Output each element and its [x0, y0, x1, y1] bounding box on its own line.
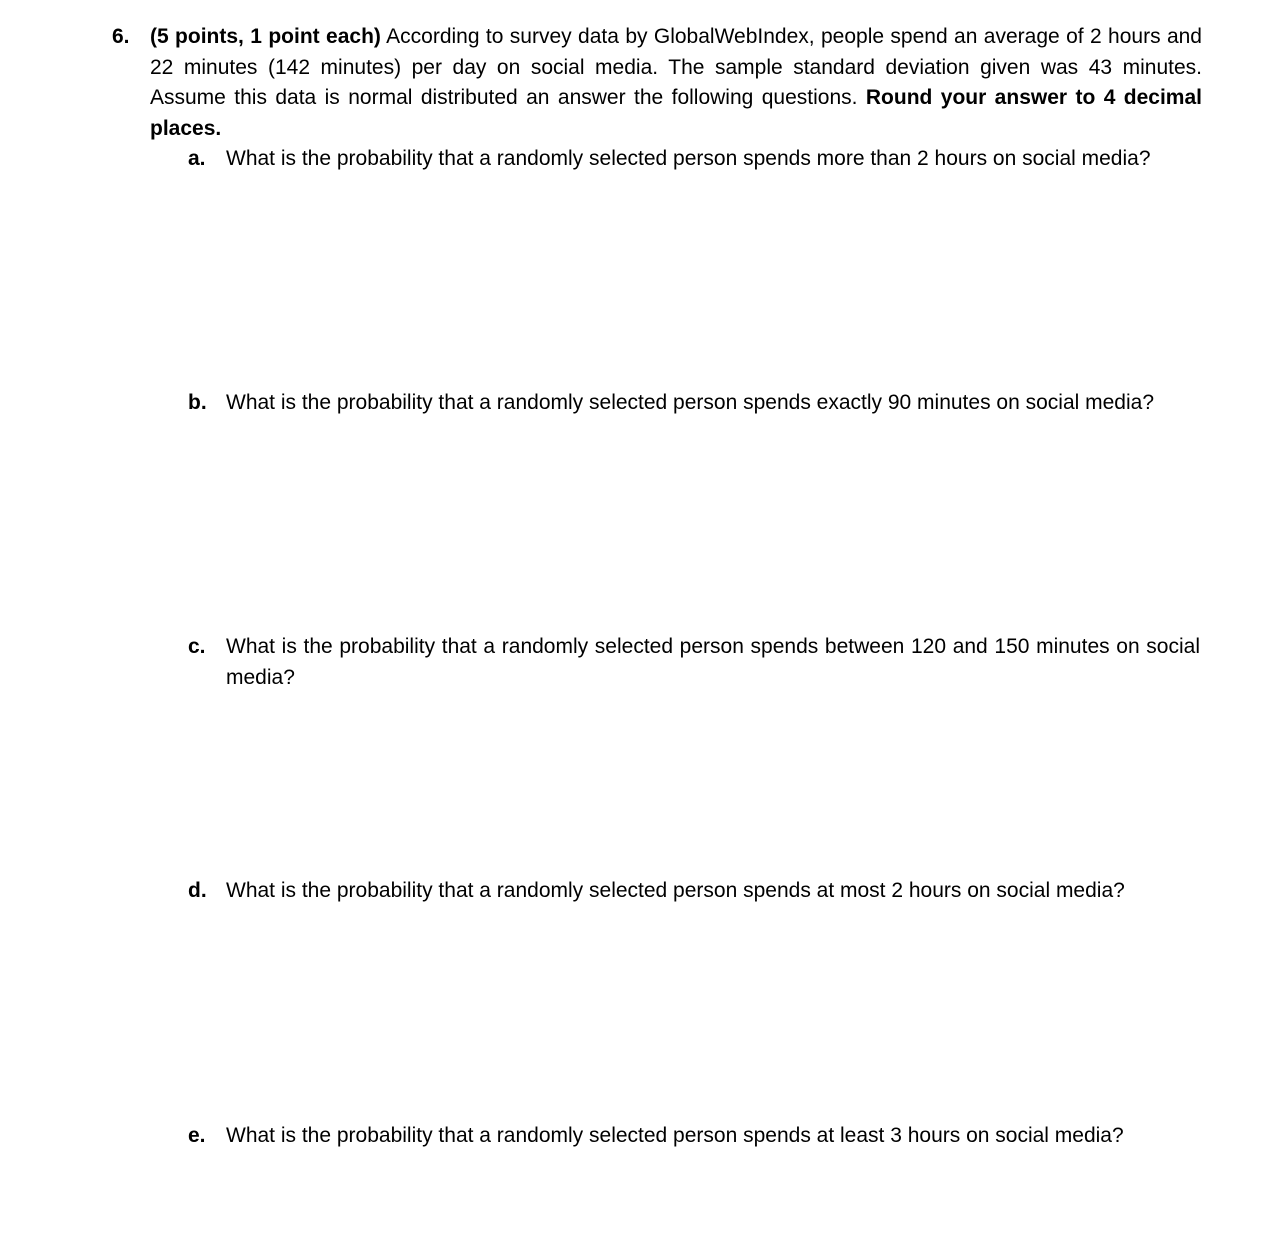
part-d-question: What is the probability that a randomly selected person spends at most 2 hours on social media?: [226, 879, 1125, 902]
part-c: [188, 632, 1200, 693]
problem-statement: [150, 22, 1202, 144]
part-a-question: What is the probability that a randomly selected person spends more than 2 hours on social media?: [226, 147, 1151, 170]
problem-intro: According to survey data by GlobalWebIndex, people spend an average of 2 hours and 22 minutes (142 minutes) per day on social media. The sample standard deviation given was 43 minutes. Assume this data is normal distributed an answer the following questions.: [150, 25, 1202, 109]
problem-number: 6.: [112, 25, 130, 48]
part-a: [188, 144, 1200, 175]
part-c-label: c.: [188, 635, 206, 658]
part-b-label: b.: [188, 391, 207, 414]
part-b: [188, 388, 1200, 419]
part-d-label: d.: [188, 879, 207, 902]
part-b-question: What is the probability that a randomly selected person spends exactly 90 minutes on social media?: [226, 391, 1154, 414]
points-label: (5 points, 1 point each): [150, 25, 381, 48]
rounding-instruction: Round your answer to 4 decimal places.: [150, 86, 1202, 140]
part-d: [188, 876, 1200, 907]
part-e-question: What is the probability that a randomly selected person spends at least 3 hours on social media?: [226, 1124, 1124, 1147]
problem-6: [112, 22, 1202, 144]
part-a-label: a.: [188, 147, 206, 170]
part-e-label: e.: [188, 1124, 206, 1147]
part-e: [188, 1121, 1200, 1152]
part-c-question: What is the probability that a randomly selected person spends between 120 and 150 minutes on social media?: [226, 635, 1200, 689]
